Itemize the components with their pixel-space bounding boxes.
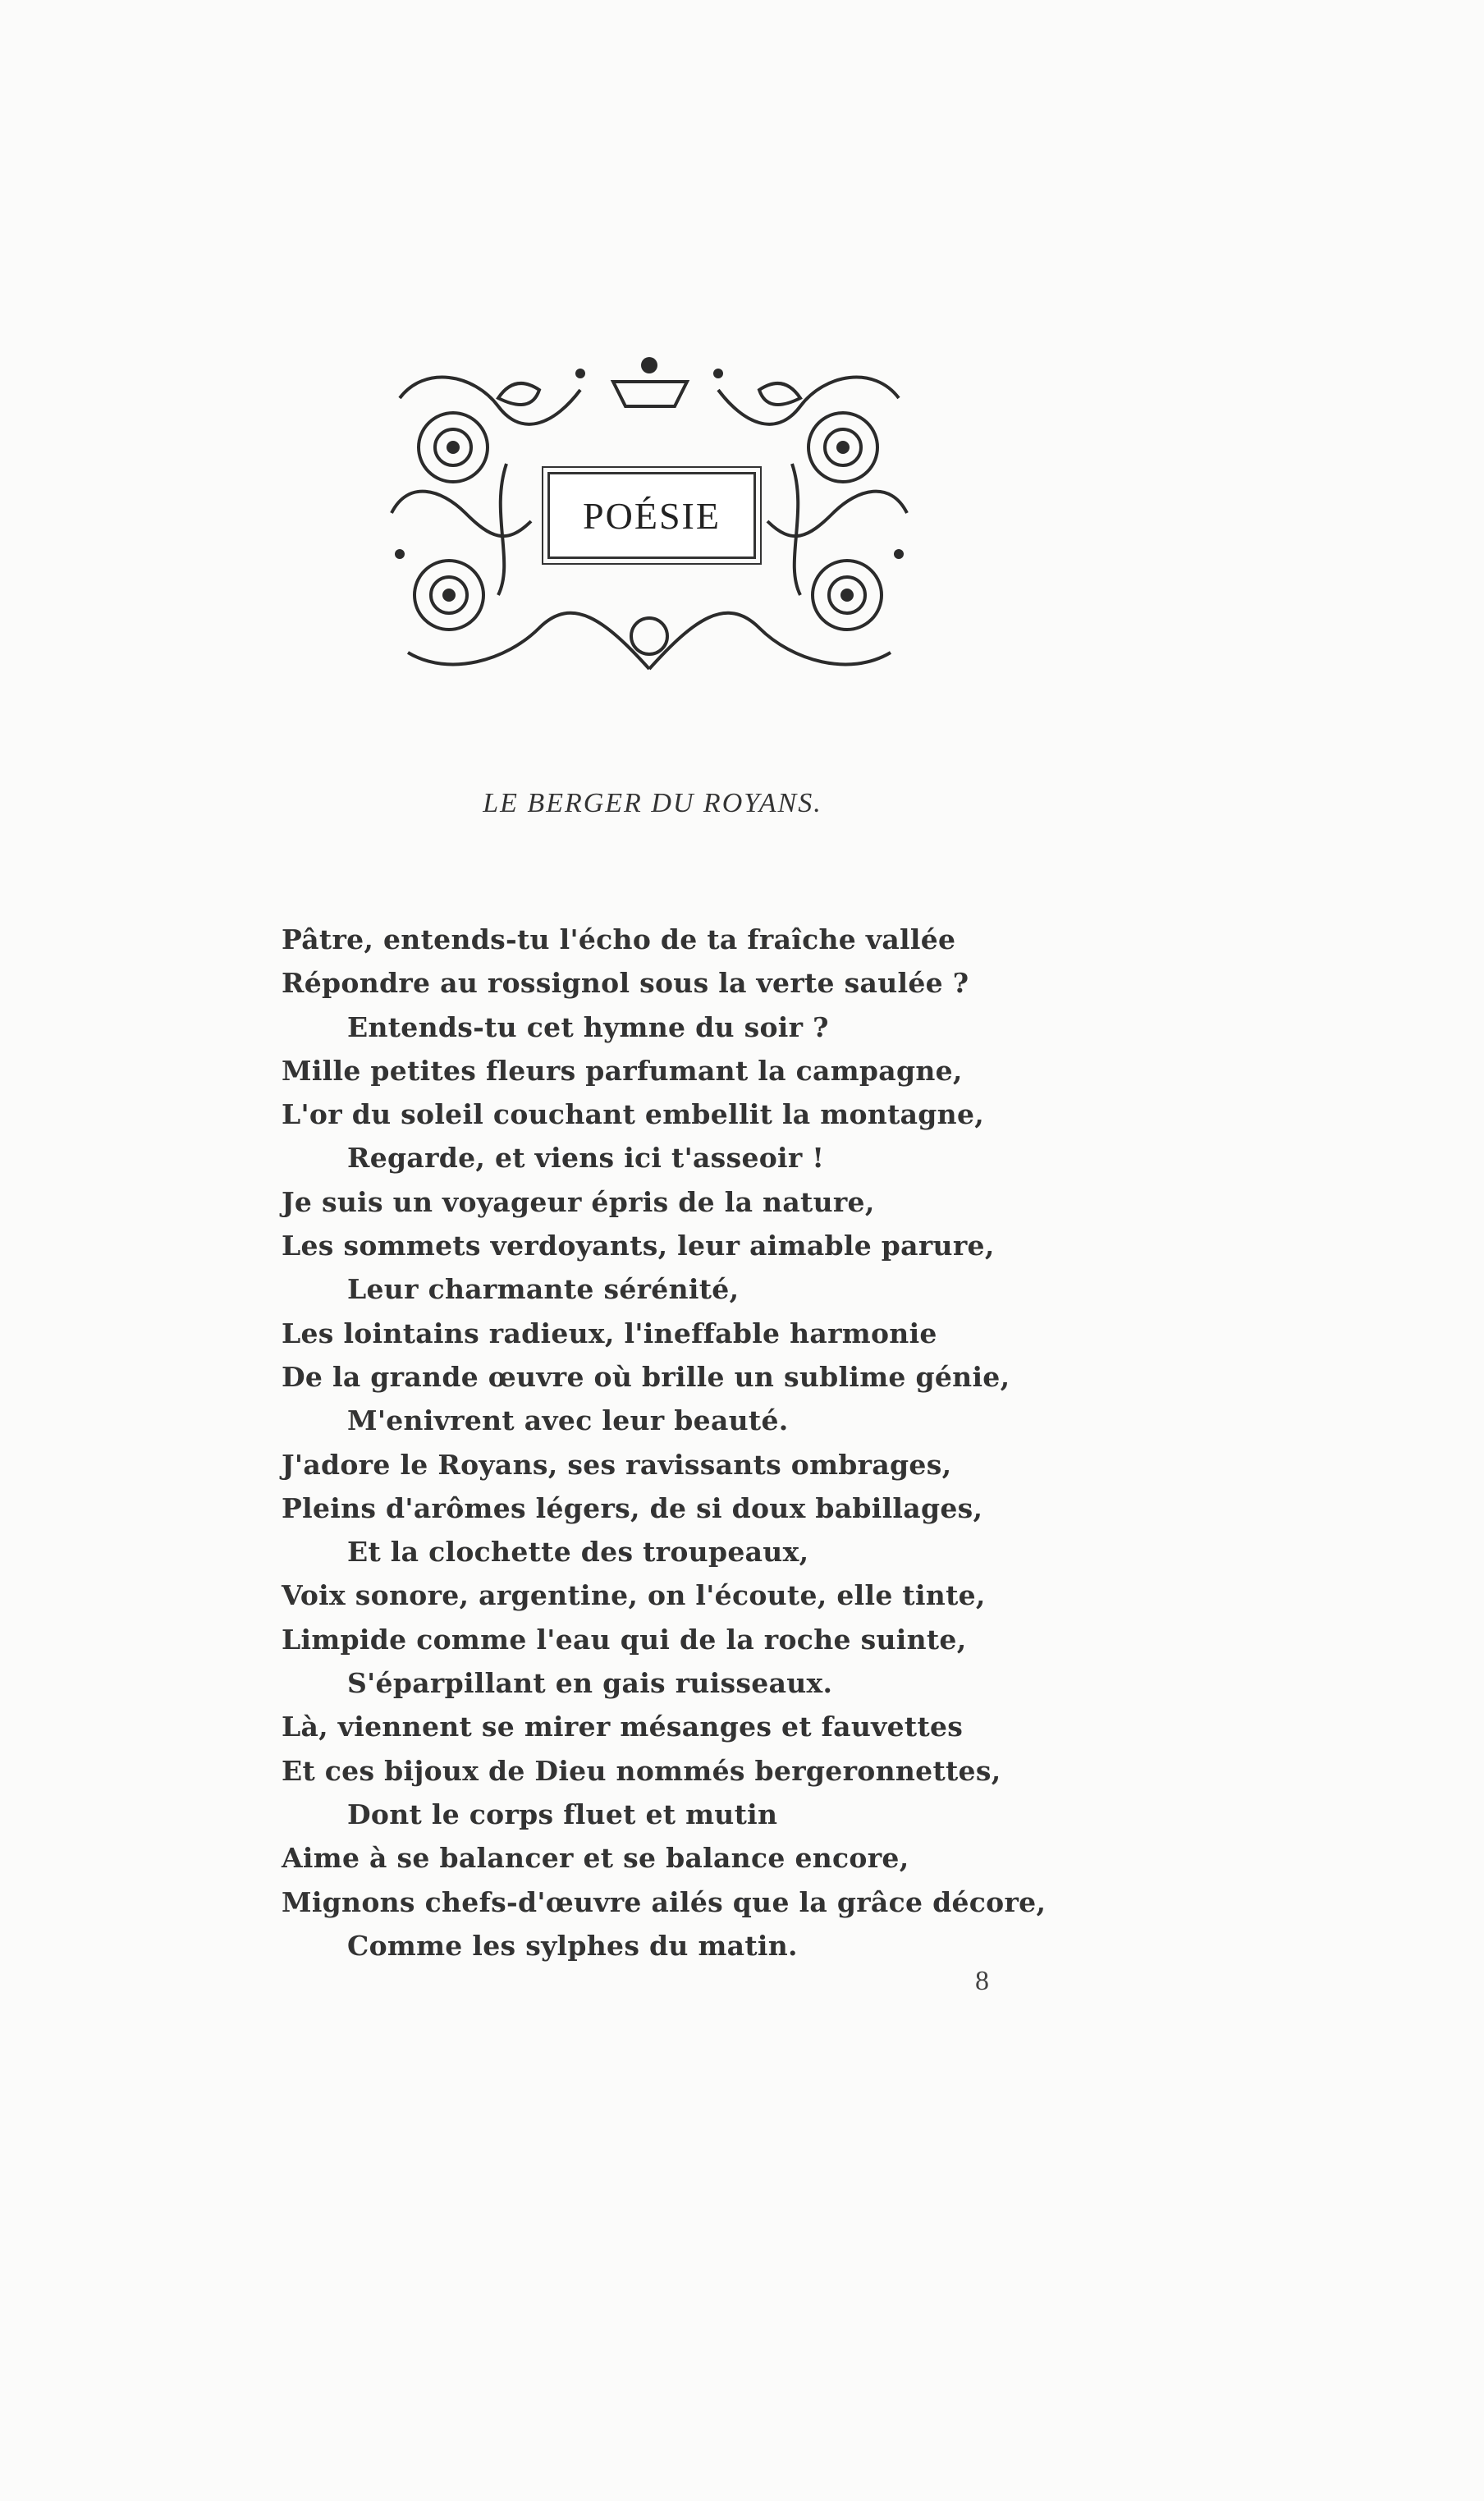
poem-title: LE BERGER DU ROYANS. [483,788,822,818]
poem-line: Et la clochette des troupeaux, [347,1536,809,1569]
poem-line: Aime à se balancer et se balance encore, [282,1842,909,1875]
poem-line: Leur charmante sérénité, [347,1273,740,1306]
poem-line: Limpide comme l'eau qui de la roche suinte, [282,1623,967,1656]
poem-line: Voix sonore, argentine, on l'écoute, elle tinte, [282,1579,986,1612]
poem-line: Dont le corps fluet et mutin [347,1798,778,1830]
page-number: 8 [975,1966,989,1996]
poem-line: Regarde, et viens ici t'asseoir ! [347,1142,825,1175]
poem-line: Là, viennent se mirer mésanges et fauvettes [282,1711,964,1743]
poem-line: J'adore le Royans, ses ravissants ombrages, [282,1448,952,1481]
poem-line: Mille petites fleurs parfumant la campagne, [282,1054,963,1087]
poesie-ornament [375,349,923,684]
poem-line: De la grande œuvre où brille un sublime génie, [282,1360,1010,1393]
poem-line: L'or du soleil couchant embellit la montagne, [282,1098,985,1131]
poem-body [282,918,1046,1967]
poem-line: S'éparpillant en gais ruisseaux. [347,1667,833,1700]
poem-line: Les lointains radieux, l'ineffable harmonie [282,1317,937,1349]
poem-line: Les sommets verdoyants, leur aimable parure, [282,1230,995,1262]
poem-line: Mignons chefs-d'œuvre ailés que la grâce décore, [282,1885,1047,1918]
poem-line: M'enivrent avec leur beauté. [347,1404,789,1437]
poem-line: Pleins d'arômes légers, de si doux babillages, [282,1491,983,1524]
poem-line: Je suis un voyageur épris de la nature, [282,1185,875,1218]
poem-line: Comme les sylphes du matin. [347,1929,798,1962]
poem-line: Et ces bijoux de Dieu nommés bergeronnettes, [282,1754,1001,1787]
poem-line: Pâtre, entends-tu l'écho de ta fraîche vallée [282,923,956,955]
poem-line: Entends-tu cet hymne du soir ? [347,1010,829,1043]
poem-line: Répondre au rossignol sous la verte saulée ? [282,967,969,1000]
section-label: POÉSIE [547,472,756,559]
